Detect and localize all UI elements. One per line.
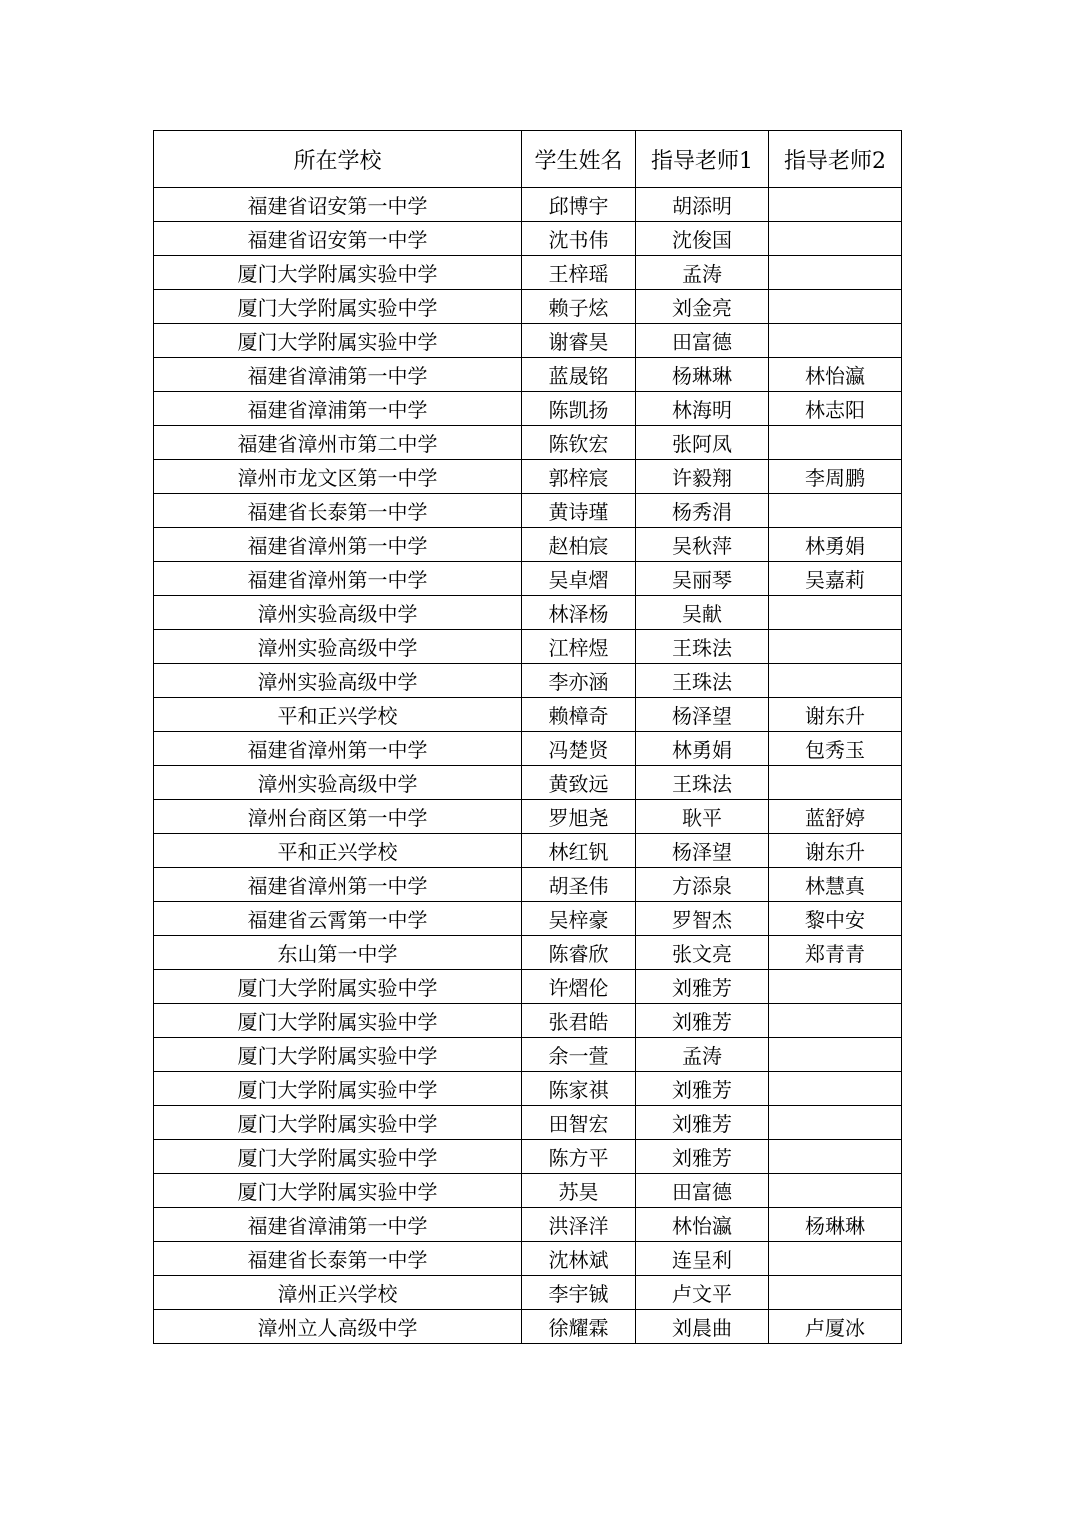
cell-school: 厦门大学附属实验中学: [154, 1004, 522, 1038]
cell-school: 漳州实验高级中学: [154, 596, 522, 630]
cell-advisor-1: 田富德: [636, 324, 769, 358]
table-row: [154, 664, 902, 698]
cell-school: 平和正兴学校: [154, 698, 522, 732]
table-row: [154, 392, 902, 426]
cell-student-name: 许熠伦: [522, 970, 636, 1004]
cell-school: 厦门大学附属实验中学: [154, 256, 522, 290]
cell-advisor-2: 林志阳: [769, 392, 902, 426]
cell-advisor-2: [769, 494, 902, 528]
cell-school: 福建省漳州第一中学: [154, 732, 522, 766]
header-advisor-1: 指导老师1: [636, 131, 769, 188]
cell-student-name: 吴梓豪: [522, 902, 636, 936]
cell-advisor-1: 刘雅芳: [636, 1106, 769, 1140]
cell-advisor-2: [769, 426, 902, 460]
table-row: [154, 188, 902, 222]
cell-student-name: 王梓瑶: [522, 256, 636, 290]
cell-advisor-2: [769, 290, 902, 324]
cell-advisor-1: 杨琳琳: [636, 358, 769, 392]
cell-school: 厦门大学附属实验中学: [154, 1106, 522, 1140]
cell-school: 福建省诏安第一中学: [154, 222, 522, 256]
cell-advisor-1: 耿平: [636, 800, 769, 834]
table-row: [154, 494, 902, 528]
table-header-row: [154, 131, 902, 188]
cell-student-name: 田智宏: [522, 1106, 636, 1140]
cell-student-name: 胡圣伟: [522, 868, 636, 902]
cell-school: 福建省漳浦第一中学: [154, 1208, 522, 1242]
cell-advisor-2: [769, 1004, 902, 1038]
cell-school: 厦门大学附属实验中学: [154, 1072, 522, 1106]
cell-student-name: 洪泽洋: [522, 1208, 636, 1242]
table-row: [154, 1174, 902, 1208]
cell-advisor-2: [769, 1174, 902, 1208]
table-row: [154, 358, 902, 392]
cell-advisor-2: 谢东升: [769, 834, 902, 868]
cell-school: 福建省漳州第一中学: [154, 528, 522, 562]
table-row: [154, 732, 902, 766]
cell-student-name: 陈凯扬: [522, 392, 636, 426]
table-row: [154, 936, 902, 970]
cell-advisor-1: 王珠法: [636, 664, 769, 698]
cell-student-name: 黄诗瑾: [522, 494, 636, 528]
cell-student-name: 蓝晟铭: [522, 358, 636, 392]
cell-student-name: 陈方平: [522, 1140, 636, 1174]
cell-advisor-1: 张阿凤: [636, 426, 769, 460]
header-school: 所在学校: [154, 131, 522, 188]
cell-advisor-2: 郑青青: [769, 936, 902, 970]
cell-student-name: 陈家祺: [522, 1072, 636, 1106]
cell-advisor-1: 王珠法: [636, 630, 769, 664]
cell-student-name: 陈钦宏: [522, 426, 636, 460]
cell-advisor-1: 刘晨曲: [636, 1310, 769, 1344]
results-table: [153, 130, 902, 1344]
cell-advisor-1: 王珠法: [636, 766, 769, 800]
cell-school: 厦门大学附属实验中学: [154, 1140, 522, 1174]
cell-student-name: 赵柏宸: [522, 528, 636, 562]
cell-student-name: 林泽杨: [522, 596, 636, 630]
table-row: [154, 1242, 902, 1276]
cell-student-name: 罗旭尧: [522, 800, 636, 834]
cell-student-name: 谢睿昊: [522, 324, 636, 358]
cell-advisor-2: [769, 1242, 902, 1276]
table-row: [154, 1106, 902, 1140]
cell-student-name: 林红钒: [522, 834, 636, 868]
cell-student-name: 冯楚贤: [522, 732, 636, 766]
cell-advisor-2: [769, 664, 902, 698]
cell-advisor-1: 张文亮: [636, 936, 769, 970]
cell-advisor-2: 卢厦冰: [769, 1310, 902, 1344]
cell-student-name: 郭梓宸: [522, 460, 636, 494]
cell-advisor-2: [769, 256, 902, 290]
cell-advisor-2: [769, 1276, 902, 1310]
table-row: [154, 324, 902, 358]
cell-school: 厦门大学附属实验中学: [154, 1038, 522, 1072]
table-row: [154, 1038, 902, 1072]
table-row: [154, 256, 902, 290]
cell-school: 福建省诏安第一中学: [154, 188, 522, 222]
cell-school: 厦门大学附属实验中学: [154, 970, 522, 1004]
cell-advisor-2: [769, 596, 902, 630]
cell-advisor-2: [769, 1140, 902, 1174]
cell-advisor-2: [769, 222, 902, 256]
cell-student-name: 黄致远: [522, 766, 636, 800]
cell-school: 福建省漳州第一中学: [154, 562, 522, 596]
cell-advisor-1: 孟涛: [636, 1038, 769, 1072]
cell-school: 漳州实验高级中学: [154, 766, 522, 800]
cell-student-name: 江梓煜: [522, 630, 636, 664]
cell-advisor-1: 罗智杰: [636, 902, 769, 936]
cell-advisor-1: 孟涛: [636, 256, 769, 290]
cell-advisor-1: 吴献: [636, 596, 769, 630]
table-row: [154, 834, 902, 868]
cell-advisor-2: [769, 1072, 902, 1106]
cell-advisor-1: 刘雅芳: [636, 970, 769, 1004]
cell-advisor-2: 李周鹏: [769, 460, 902, 494]
cell-advisor-1: 林怡瀛: [636, 1208, 769, 1242]
cell-advisor-1: 刘雅芳: [636, 1004, 769, 1038]
table-row: [154, 1208, 902, 1242]
header-advisor-2: 指导老师2: [769, 131, 902, 188]
cell-school: 漳州实验高级中学: [154, 630, 522, 664]
cell-advisor-1: 田富德: [636, 1174, 769, 1208]
cell-school: 漳州实验高级中学: [154, 664, 522, 698]
table-row: [154, 596, 902, 630]
cell-advisor-2: [769, 1038, 902, 1072]
table-row: [154, 868, 902, 902]
cell-advisor-1: 吴丽琴: [636, 562, 769, 596]
table-row: [154, 426, 902, 460]
cell-advisor-1: 沈俊国: [636, 222, 769, 256]
cell-student-name: 沈林斌: [522, 1242, 636, 1276]
cell-advisor-1: 连呈利: [636, 1242, 769, 1276]
cell-advisor-2: [769, 630, 902, 664]
cell-advisor-1: 许毅翔: [636, 460, 769, 494]
cell-school: 漳州立人高级中学: [154, 1310, 522, 1344]
cell-student-name: 沈书伟: [522, 222, 636, 256]
cell-advisor-2: [769, 766, 902, 800]
cell-school: 福建省云霄第一中学: [154, 902, 522, 936]
table-row: [154, 222, 902, 256]
cell-advisor-1: 刘雅芳: [636, 1140, 769, 1174]
cell-advisor-2: 蓝舒婷: [769, 800, 902, 834]
table-row: [154, 460, 902, 494]
table-body: [154, 188, 902, 1344]
cell-student-name: 吴卓熠: [522, 562, 636, 596]
cell-school: 福建省漳州第一中学: [154, 868, 522, 902]
cell-advisor-1: 杨秀涓: [636, 494, 769, 528]
table-row: [154, 1072, 902, 1106]
cell-advisor-2: [769, 970, 902, 1004]
header-student-name: 学生姓名: [522, 131, 636, 188]
table-row: [154, 630, 902, 664]
table-row: [154, 562, 902, 596]
cell-advisor-1: 胡添明: [636, 188, 769, 222]
cell-student-name: 邱博宇: [522, 188, 636, 222]
table-row: [154, 528, 902, 562]
table-row: [154, 970, 902, 1004]
cell-advisor-2: 林勇娟: [769, 528, 902, 562]
cell-advisor-2: [769, 1106, 902, 1140]
cell-school: 福建省长泰第一中学: [154, 1242, 522, 1276]
cell-advisor-2: 林慧真: [769, 868, 902, 902]
cell-school: 福建省漳浦第一中学: [154, 392, 522, 426]
table-row: [154, 902, 902, 936]
table-row: [154, 800, 902, 834]
cell-advisor-1: 林勇娟: [636, 732, 769, 766]
cell-school: 福建省漳州市第二中学: [154, 426, 522, 460]
table-row: [154, 698, 902, 732]
cell-advisor-2: 谢东升: [769, 698, 902, 732]
cell-school: 漳州正兴学校: [154, 1276, 522, 1310]
cell-student-name: 陈睿欣: [522, 936, 636, 970]
cell-advisor-2: [769, 188, 902, 222]
cell-school: 厦门大学附属实验中学: [154, 290, 522, 324]
cell-student-name: 赖樟奇: [522, 698, 636, 732]
cell-advisor-1: 卢文平: [636, 1276, 769, 1310]
cell-advisor-2: 黎中安: [769, 902, 902, 936]
table-row: [154, 1140, 902, 1174]
cell-school: 东山第一中学: [154, 936, 522, 970]
cell-school: 漳州市龙文区第一中学: [154, 460, 522, 494]
cell-advisor-1: 杨泽望: [636, 834, 769, 868]
cell-advisor-1: 刘雅芳: [636, 1072, 769, 1106]
cell-advisor-2: 吴嘉莉: [769, 562, 902, 596]
cell-student-name: 李宇铖: [522, 1276, 636, 1310]
table-row: [154, 766, 902, 800]
cell-school: 厦门大学附属实验中学: [154, 1174, 522, 1208]
cell-school: 福建省漳浦第一中学: [154, 358, 522, 392]
cell-school: 福建省长泰第一中学: [154, 494, 522, 528]
cell-student-name: 苏昊: [522, 1174, 636, 1208]
cell-school: 厦门大学附属实验中学: [154, 324, 522, 358]
table-row: [154, 1004, 902, 1038]
cell-advisor-1: 吴秋萍: [636, 528, 769, 562]
cell-advisor-2: 林怡瀛: [769, 358, 902, 392]
cell-advisor-1: 杨泽望: [636, 698, 769, 732]
cell-advisor-1: 刘金亮: [636, 290, 769, 324]
cell-advisor-2: 杨琳琳: [769, 1208, 902, 1242]
cell-student-name: 赖子炫: [522, 290, 636, 324]
table-row: [154, 1310, 902, 1344]
cell-advisor-2: 包秀玉: [769, 732, 902, 766]
table-row: [154, 1276, 902, 1310]
cell-student-name: 李亦涵: [522, 664, 636, 698]
cell-student-name: 张君皓: [522, 1004, 636, 1038]
cell-advisor-1: 方添泉: [636, 868, 769, 902]
cell-advisor-2: [769, 324, 902, 358]
cell-advisor-1: 林海明: [636, 392, 769, 426]
table-row: [154, 290, 902, 324]
cell-school: 平和正兴学校: [154, 834, 522, 868]
cell-student-name: 徐耀霖: [522, 1310, 636, 1344]
cell-student-name: 余一萱: [522, 1038, 636, 1072]
cell-school: 漳州台商区第一中学: [154, 800, 522, 834]
